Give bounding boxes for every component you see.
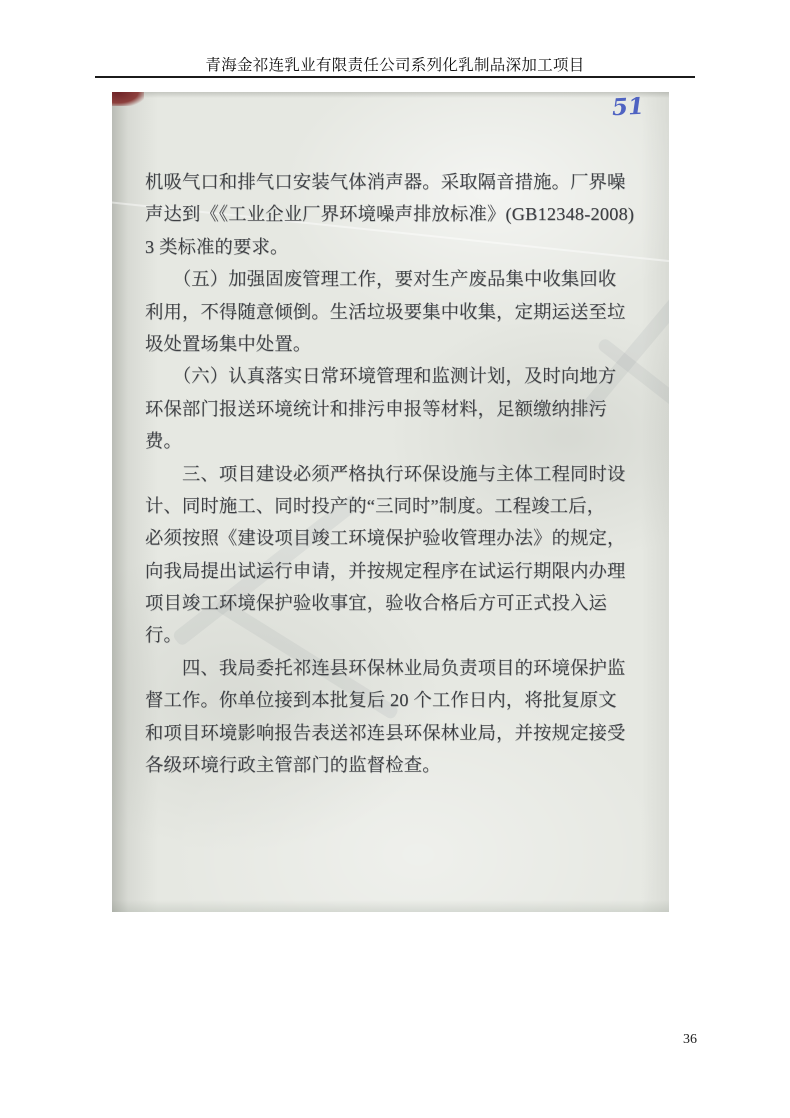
document-line: 项目竣工环境保护验收事宜，验收合格后方可正式投入运 — [145, 593, 608, 614]
document-line: 计、同时施工、同时投产的“三同时”制度。工程竣工后， — [145, 495, 606, 516]
document-line: 环保部门报送环境统计和排污申报等材料，足额缴纳排污 — [145, 398, 608, 419]
document-line: 和项目环境影响报告表送祁连县环保林业局，并按规定接受 — [145, 722, 626, 743]
photo-background-corner — [112, 92, 144, 106]
scanned-document-photo — [112, 92, 669, 912]
header-rule — [95, 76, 695, 78]
header-title: 青海金祁连乳业有限责任公司系列化乳制品深加工项目 — [205, 57, 585, 74]
document-line: 必须按照《建设项目竣工环境保护验收管理办法》的规定， — [145, 528, 626, 549]
document-line: 费。 — [145, 431, 182, 452]
document-line: 各级环境行政主管部门的监督检查。 — [145, 755, 441, 776]
document-line: 三、项目建设必须严格执行环保设施与主体工程同时设 — [145, 463, 626, 484]
document-line: 声达到《《工业企业厂界环境噪声排放标准》(GB12348-2008) — [145, 204, 635, 225]
document-line: （六）认真落实日常环境管理和监测计划，及时向地方 — [145, 366, 617, 387]
document-line: 3 类标准的要求。 — [145, 236, 289, 257]
handwritten-page-number: 51 — [611, 92, 645, 122]
document-line: 向我局提出试运行申请，并按规定程序在试运行期限内办理 — [145, 560, 626, 581]
document-line: （五）加强固废管理工作，要对生产废品集中收集回收 — [145, 269, 617, 290]
document-text-block — [145, 166, 653, 781]
document-line: 圾处置场集中处置。 — [145, 333, 312, 354]
document-line: 机吸气口和排气口安装气体消声器。采取隔音措施。厂界噪 — [145, 172, 626, 192]
document-line: 四、我局委托祁连县环保林业局负责项目的环境保护监 — [145, 657, 626, 678]
document-line: 利用，不得随意倾倒。生活垃圾要集中收集，定期运送至垃 — [145, 301, 626, 322]
document-line: 督工作。你单位接到本批复后 20 个工作日内，将批复原文 — [145, 690, 617, 711]
page-number: 36 — [683, 1032, 697, 1047]
document-line: 行。 — [145, 625, 182, 646]
